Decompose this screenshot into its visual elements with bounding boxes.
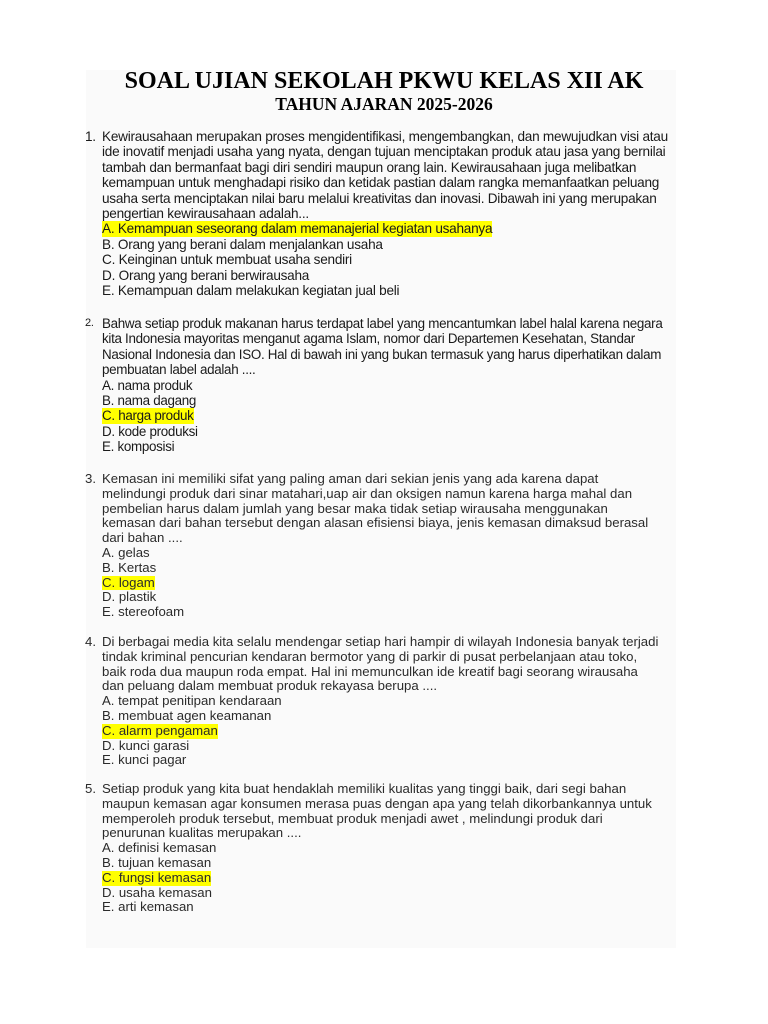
question-number: 2. xyxy=(85,317,94,329)
option-a: A. tempat penitipan kendaraan xyxy=(102,693,282,709)
option-b: B. nama dagang xyxy=(102,393,197,409)
question-number: 5. xyxy=(85,781,96,796)
option-a: A. Kemampuan seseorang dalam memanajerial kegiatan usahanya xyxy=(102,221,493,237)
question-number: 3. xyxy=(85,471,96,486)
option-e: E. Kemampuan dalam melakukan kegiatan jual beli xyxy=(102,283,400,299)
option-d: D. usaha kemasan xyxy=(102,884,212,900)
option-b: B. tujuan kemasan xyxy=(102,854,212,870)
question-5 xyxy=(85,782,680,915)
option-c: C. alarm pengaman xyxy=(102,722,218,738)
question-number: 1. xyxy=(85,129,96,144)
question-stem: Bahwa setiap produk makanan harus terdapat label yang mencantumkan label halal karena negara kita Indonesia mayoritas menganut agama Islam, nomor dari Departemen Kesehatan, Standar Nasional Indonesia dan ISO. Hal di bawah ini yang bukan termasuk yang harus diperhatikan dalam pembuatan label adalah .... xyxy=(102,316,663,378)
option-d: D. kunci garasi xyxy=(102,737,190,753)
option-e: E. komposisi xyxy=(102,439,175,455)
option-d: D. Orang yang berani berwirausaha xyxy=(102,267,310,283)
option-d: D. kode produksi xyxy=(102,423,198,439)
question-stem: Kewirausahaan merupakan proses mengidentifikasi, mengembangkan, dan mewujudkan visi atau ide inovatif menjadi usaha yang nyata, dengan tujuan menciptakan produk atau jasa yang bernilai tambah dan bermanfaat bagi diri sendiri maupun orang lain. Kewirausahaan juga melibatkan kemampuan untuk menghadapi risiko dan ketidak pastian dalam rangka memanfaatkan peluang usaha serta menciptakan nilai baru melalui kreativitas dan inovasi. Dibawah ini yang merupakan pengertian kewirausahaan adalah... xyxy=(102,129,668,222)
option-a: A. gelas xyxy=(102,544,150,560)
option-c: C. harga produk xyxy=(102,408,194,424)
question-stem: Kemasan ini memiliki sifat yang paling aman dari sekian jenis yang ada karena dapat melindungi produk dari sinar matahari,uap air dan oksigen namun karena harga mahal dan pembelian harus dalam jumlah yang besar maka tidak setiap wirausaha menggunakan kemasan dari bahan tersebut dengan alasan efisiensi biaya, jenis kemasan dimaksud berasal dari bahan .... xyxy=(102,471,649,546)
option-e: E. stereofoam xyxy=(102,604,185,620)
option-a: A. definisi kemasan xyxy=(102,840,217,856)
question-stem: Di berbagai media kita selalu mendengar setiap hari hampir di wilayah Indonesia banyak terjadi tindak kriminal pencurian kendaran bermotor yang di parkir di pusat perbelanjaan atau toko, baik roda dua maupun roda empat. Hal ini memunculkan ide kreatif bagi seorang wirausaha dan peluang dalam membuat produk rekayasa berupa .... xyxy=(102,634,659,694)
option-d: D. plastik xyxy=(102,589,157,605)
option-e: E. arti kemasan xyxy=(102,899,194,915)
option-b: B. Orang yang berani dalam menjalankan usaha xyxy=(102,236,383,252)
option-e: E. kunci pagar xyxy=(102,752,187,768)
document-title: SOAL UJIAN SEKOLAH PKWU KELAS XII AK xyxy=(124,68,644,94)
option-b: B. membuat agen keamanan xyxy=(102,707,272,723)
option-c: C. fungsi kemasan xyxy=(102,869,212,885)
option-a: A. nama produk xyxy=(102,377,193,393)
question-number: 4. xyxy=(85,634,96,649)
question-1 xyxy=(85,129,680,298)
option-b: B. Kertas xyxy=(102,559,157,575)
question-stem: Setiap produk yang kita buat hendaklah memiliki kualitas yang tinggi baik, dari segi bahan maupun kemasan agar konsumen merasa puas dengan apa yang telah dikorbankannya untuk memperoleh produk tersebut, membuat produk menjadi awet , melindungi produk dari penurunan kualitas merupakan .... xyxy=(102,781,652,841)
question-2 xyxy=(85,316,680,455)
document-subtitle: TAHUN AJARAN 2025-2026 xyxy=(275,94,493,114)
question-4 xyxy=(85,635,680,768)
option-c: C. Keinginan untuk membuat usaha sendiri xyxy=(102,252,352,268)
option-c: C. logam xyxy=(102,574,155,590)
question-3 xyxy=(85,472,680,620)
